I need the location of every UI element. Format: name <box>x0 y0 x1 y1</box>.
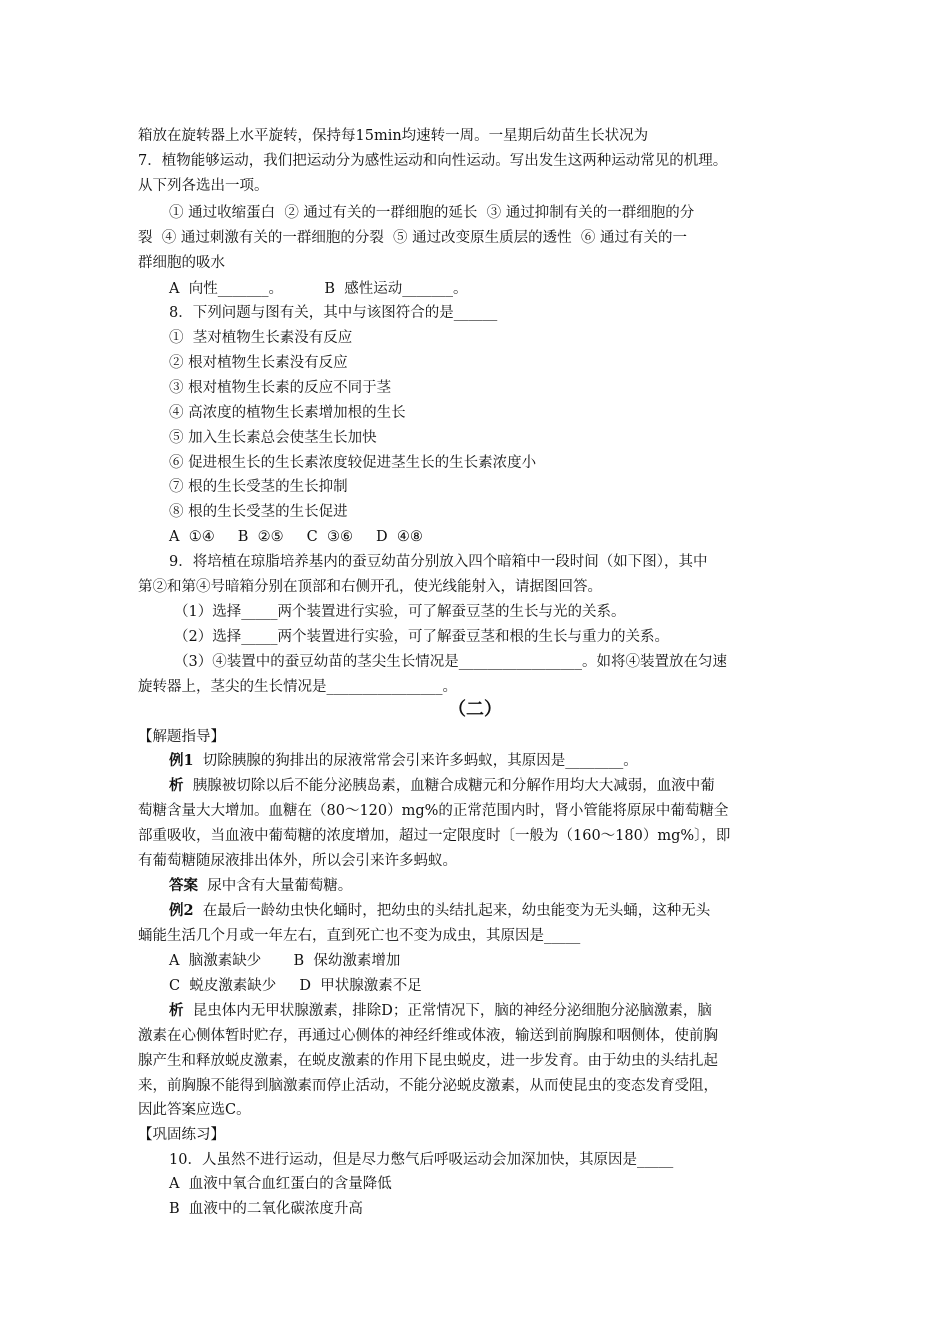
question-9-text: 9．将培植在琼脂培养基内的蚕豆幼苗分别放入四个暗箱中一段时间（如下图），其中 <box>169 554 708 570</box>
text-line: 萄糖含量大大增加。血糖在（80～120）mg%的正常范围内时，肾小管能将原尿中葡萄糖全 <box>138 803 729 819</box>
example-2 <box>169 901 710 921</box>
question-7-text: 7．植物能够运动，我们把运动分为感性运动和向性运动。写出发生这两种运动常见的机理。 <box>138 153 728 169</box>
text-line: 箱放在旋转器上水平旋转，保持每15min均速转一周。一星期后幼苗生长状况为 <box>138 128 649 144</box>
text-line: 从下列各选出一项。 <box>138 178 269 194</box>
choices-line: A ①④ B ②⑤ C ③⑥ D ④⑧ <box>169 529 423 545</box>
analysis-text: 昆虫体内无甲状腺激素，排除D；正常情况下，脑的神经分泌细胞分泌脑激素，脑 <box>183 1003 712 1019</box>
example-label: 例1 <box>169 752 194 769</box>
text-line: 第②和第④号暗箱分别在顶部和右侧开孔，使光线能射入，请据图回答。 <box>138 579 602 595</box>
option-line: 裂 ④ 通过刺激有关的一群细胞的分裂 ⑤ 通过改变原生质层的透性 ⑥ 通过有关的一 <box>138 230 687 246</box>
section-label: 【解题指导】 <box>138 729 225 745</box>
option-line: 群细胞的吸水 <box>138 255 225 271</box>
analysis-label: 析 <box>169 1002 184 1019</box>
choice-b: B 血液中的二氧化碳浓度升高 <box>169 1201 363 1217</box>
option-3: ③ 根对植物生长素的反应不同于茎 <box>169 380 392 396</box>
question-8-text: 8．下列问题与图有关，其中与该图符合的是______ <box>169 305 498 321</box>
section-heading: （二） <box>448 699 502 720</box>
question-10-text: 10．人虽然不进行运动，但是尽力憋气后呼吸运动会加深加快，其原因是_____ <box>169 1152 674 1168</box>
section-label: 【巩固练习】 <box>138 1127 225 1143</box>
analysis-text: 胰腺被切除以后不能分泌胰岛素，血糖合成糖元和分解作用均大大减弱，血液中葡 <box>183 778 715 794</box>
option-5: ⑤ 加入生长素总会使茎生长加快 <box>169 430 377 446</box>
answer-1 <box>169 876 352 896</box>
answer-text: 尿中含有大量葡萄糖。 <box>198 878 353 894</box>
example-text: 在最后一龄幼虫快化蛹时，把幼虫的头结扎起来，幼虫能变为无头蛹，这种无头 <box>193 903 711 919</box>
choices-line: C 蜕皮激素缺少 D 甲状腺激素不足 <box>169 978 422 994</box>
text-line: 有葡萄糖随尿液排出体外，所以会引来许多蚂蚁。 <box>138 853 457 869</box>
text-line: 来，前胸腺不能得到脑激素而停止活动，不能分泌蜕皮激素，从而使昆虫的变态发育受阻， <box>138 1078 718 1094</box>
analysis-1 <box>169 776 715 796</box>
option-1: ① 茎对植物生长素没有反应 <box>169 330 353 346</box>
text-line: 蛹能生活几个月或一年左右，直到死亡也不变为成虫，其原因是_____ <box>138 928 581 944</box>
text-line: 腺产生和释放蜕皮激素，在蜕皮激素的作用下昆虫蜕皮，进一步发育。由于幼虫的头结扎起 <box>138 1053 718 1069</box>
answer-label: 答案 <box>169 877 198 894</box>
text-line: 激素在心侧体暂时贮存，再通过心侧体的神经纤维或体液，输送到前胸腺和咽侧体，使前胸 <box>138 1028 718 1044</box>
text-line: 部重吸收，当血液中葡萄糖的浓度增加，超过一定限度时〔一般为（160～180）mg%〕，即 <box>138 828 731 844</box>
choice-a: A 血液中氧合血红蛋白的含量降低 <box>169 1176 392 1192</box>
sub-question-2: （2）选择_____两个装置进行实验，可了解蚕豆茎和根的生长与重力的关系。 <box>174 629 669 645</box>
example-text: 切除胰腺的狗排出的尿液常常会引来许多蚂蚁，其原因是________。 <box>193 753 638 769</box>
text-line: 因此答案应选C。 <box>138 1102 251 1118</box>
analysis-label: 析 <box>169 777 184 794</box>
option-7: ⑦ 根的生长受茎的生长抑制 <box>169 479 348 495</box>
example-label: 例2 <box>169 902 194 919</box>
option-line: ① 通过收缩蛋白 ② 通过有关的一群细胞的延长 ③ 通过抑制有关的一群细胞的分 <box>169 205 695 221</box>
option-6: ⑥ 促进根生长的生长素浓度较促进茎生长的生长素浓度小 <box>169 455 537 471</box>
choices-line: A 脑激素缺少 B 保幼激素增加 <box>169 953 401 969</box>
option-4: ④ 高浓度的植物生长素增加根的生长 <box>169 405 406 421</box>
sub-question-1: （1）选择_____两个装置进行实验，可了解蚕豆茎的生长与光的关系。 <box>174 604 626 620</box>
example-1 <box>169 751 638 771</box>
text-line: 旋转器上，茎尖的生长情况是________________。 <box>138 679 457 695</box>
answer-blanks: A 向性_______。 B 感性运动_______。 <box>169 281 468 297</box>
option-2: ② 根对植物生长素没有反应 <box>169 355 348 371</box>
option-8: ⑧ 根的生长受茎的生长促进 <box>169 504 348 520</box>
sub-question-3: （3）④装置中的蚕豆幼苗的茎尖生长情况是_________________。如将④装置放在匀速 <box>174 654 727 670</box>
analysis-2 <box>169 1001 712 1021</box>
